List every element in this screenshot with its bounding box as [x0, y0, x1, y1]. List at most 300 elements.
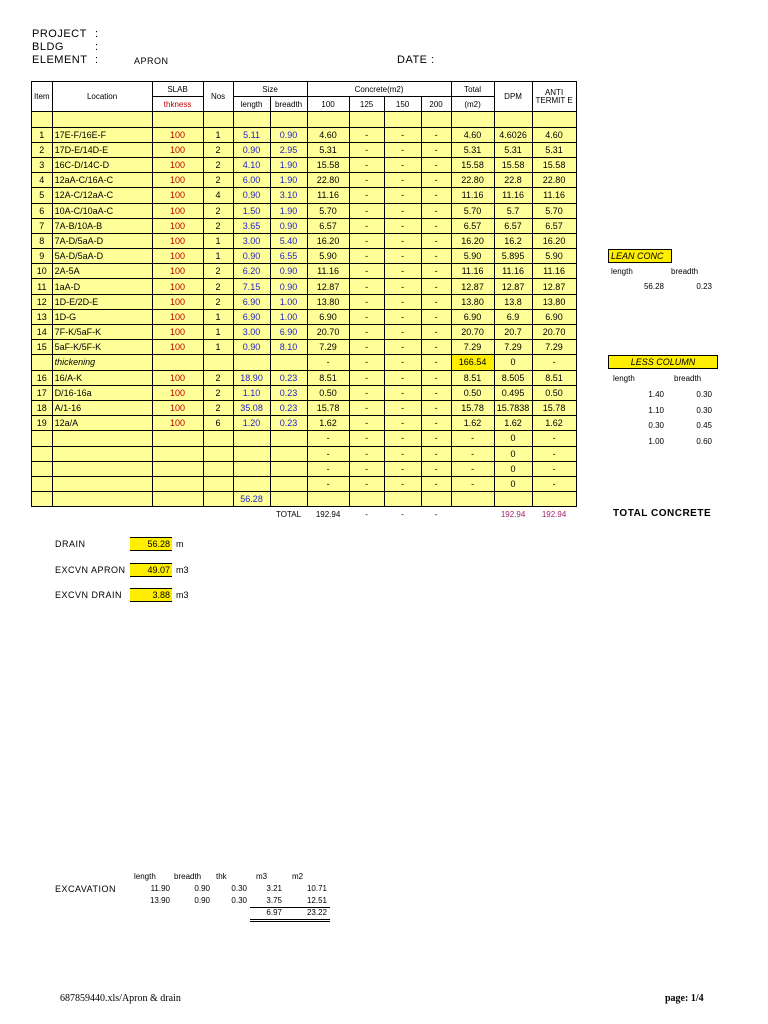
cell-c150: -	[384, 461, 421, 476]
cell-total: 16.20	[451, 233, 494, 248]
cell-breadth: 2.95	[270, 142, 307, 157]
cell-location	[52, 431, 152, 446]
cell-item: 13	[32, 309, 53, 324]
cell-c100: 11.16	[307, 188, 349, 203]
cell-total: 11.16	[451, 264, 494, 279]
cell-total: 11.16	[451, 188, 494, 203]
cell-dpm: 0	[494, 461, 532, 476]
cell-nos: 2	[203, 218, 233, 233]
cell-c125: -	[349, 431, 384, 446]
cell-anti: 6.90	[532, 309, 576, 324]
table-row	[32, 279, 577, 294]
excvn-apron-unit: m3	[176, 565, 189, 575]
cell-slab: 100	[152, 233, 203, 248]
cell-nos	[203, 431, 233, 446]
cell-length: 3.00	[233, 233, 270, 248]
cell-length: 0.90	[233, 142, 270, 157]
cell-total	[451, 492, 494, 507]
cell-dpm: 8.505	[494, 370, 532, 385]
cell-c200: -	[421, 188, 451, 203]
drain-label: DRAIN	[55, 539, 86, 549]
cell-slab: 100	[152, 294, 203, 309]
cell-c125: -	[349, 461, 384, 476]
cell-c125: -	[349, 218, 384, 233]
table-row	[32, 157, 577, 172]
excavation-cell: 0.30	[231, 896, 247, 905]
cell-length	[233, 431, 270, 446]
less-length-header: length	[613, 374, 635, 383]
cell-c150: -	[384, 127, 421, 142]
cell-c125: -	[349, 294, 384, 309]
date-label: DATE :	[397, 54, 435, 66]
cell-c200: -	[421, 340, 451, 355]
cell-slab: 100	[152, 370, 203, 385]
cell-c100: 5.31	[307, 142, 349, 157]
cell-c150: -	[384, 476, 421, 491]
cell-c100: 12.87	[307, 279, 349, 294]
concrete-table	[31, 81, 577, 521]
excavation-cell: 10.71	[306, 884, 327, 893]
cell-c150: -	[384, 233, 421, 248]
cell-c150: -	[384, 446, 421, 461]
totals-row	[32, 507, 577, 522]
cell-slab: 100	[152, 249, 203, 264]
cell-dpm: 1.62	[494, 416, 532, 431]
cell-slab	[152, 476, 203, 491]
cell-slab: 100	[152, 264, 203, 279]
element-value: APRON	[134, 56, 169, 66]
cell-nos: 1	[203, 233, 233, 248]
cell-nos: 2	[203, 294, 233, 309]
cell-c150: -	[384, 264, 421, 279]
cell-nos: 4	[203, 188, 233, 203]
cell-item: 10	[32, 264, 53, 279]
table-row	[32, 233, 577, 248]
header-length: length	[233, 97, 270, 112]
cell-location: 10A-C/10aA-C	[52, 203, 152, 218]
cell-dpm: 20.7	[494, 325, 532, 340]
cell-anti: 5.70	[532, 203, 576, 218]
cell-breadth	[270, 446, 307, 461]
cell-breadth: 8.10	[270, 340, 307, 355]
footer-filename: 687859440.xls/Apron & drain	[60, 993, 181, 1004]
table-row	[32, 416, 577, 431]
header-slab: SLAB	[152, 82, 203, 97]
cell-slab	[152, 431, 203, 446]
cell-c125: -	[349, 416, 384, 431]
cell-c125: -	[349, 385, 384, 400]
excavation-cell: 13.90	[149, 896, 170, 905]
cell-location: 16C-D/14C-D	[52, 157, 152, 172]
cell-c125: -	[349, 127, 384, 142]
totals-c150: -	[384, 507, 421, 522]
cell-nos	[203, 461, 233, 476]
cell-c150: -	[384, 218, 421, 233]
cell-c125: -	[349, 309, 384, 324]
lean-breadth-value: 0.23	[696, 282, 712, 291]
excvn-drain-unit: m3	[176, 590, 189, 600]
cell-anti: 11.16	[532, 264, 576, 279]
cell-item: 12	[32, 294, 53, 309]
cell-location	[52, 492, 152, 507]
cell-c200: -	[421, 249, 451, 264]
cell-breadth: 0.23	[270, 416, 307, 431]
cell-nos: 2	[203, 385, 233, 400]
cell-length: 0.90	[233, 249, 270, 264]
excavation-cell: 11.90	[150, 884, 170, 893]
cell-location: 7A-D/5aA-D	[52, 233, 152, 248]
cell-location: 1aA-D	[52, 279, 152, 294]
cell-c150: -	[384, 294, 421, 309]
table-row	[32, 264, 577, 279]
cell-nos: 1	[203, 340, 233, 355]
cell-c100: 11.16	[307, 264, 349, 279]
cell-breadth: 0.90	[270, 218, 307, 233]
cell-c100: -	[307, 476, 349, 491]
excavation-cell: 0.90	[194, 884, 210, 893]
cell-anti: 0.50	[532, 385, 576, 400]
totals-c100: 192.94	[307, 507, 349, 522]
cell-c200: -	[421, 233, 451, 248]
header-c150: 150	[384, 97, 421, 112]
lean-length-header: length	[611, 267, 633, 276]
totals-label: TOTAL	[270, 507, 307, 522]
cell-total: 15.58	[451, 157, 494, 172]
cell-location: 5aF-K/5F-K	[52, 340, 152, 355]
cell-location: 7A-B/10A-B	[52, 218, 152, 233]
cell-c100: 5.70	[307, 203, 349, 218]
exc-header-m3: m3	[256, 872, 268, 881]
cell-c150: -	[384, 188, 421, 203]
totals-anti: 192.94	[532, 507, 576, 522]
footer-page: page: 1/4	[665, 993, 704, 1004]
cell-anti: 20.70	[532, 325, 576, 340]
cell-slab: 100	[152, 157, 203, 172]
cell-c200: -	[421, 476, 451, 491]
cell-item: 3	[32, 157, 53, 172]
less-column-breadth: 0.30	[696, 405, 712, 415]
cell-slab: 100	[152, 279, 203, 294]
cell-total: 15.78	[451, 400, 494, 415]
cell-c200: -	[421, 127, 451, 142]
cell-dpm: 0.495	[494, 385, 532, 400]
cell-total: 6.57	[451, 218, 494, 233]
cell-item	[32, 461, 53, 476]
cell-total: 12.87	[451, 279, 494, 294]
cell-anti	[532, 492, 576, 507]
cell-breadth: 1.00	[270, 309, 307, 324]
cell-nos: 2	[203, 279, 233, 294]
cell-c125: -	[349, 446, 384, 461]
cell-nos	[203, 476, 233, 491]
cell-dpm: 12.87	[494, 279, 532, 294]
cell-nos: 2	[203, 157, 233, 172]
cell-c125: -	[349, 249, 384, 264]
cell-item: 14	[32, 325, 53, 340]
cell-c200: -	[421, 218, 451, 233]
cell-total: -	[451, 461, 494, 476]
cell-dpm: 22.8	[494, 173, 532, 188]
cell-length	[233, 476, 270, 491]
cell-length	[233, 461, 270, 476]
cell-slab: 100	[152, 416, 203, 431]
header-item: Item	[32, 82, 53, 112]
cell-total: 8.51	[451, 370, 494, 385]
cell-c100: 13.80	[307, 294, 349, 309]
cell-item: 19	[32, 416, 53, 431]
cell-anti: -	[532, 461, 576, 476]
cell-nos: 2	[203, 264, 233, 279]
cell-breadth: 0.90	[270, 279, 307, 294]
cell-length	[233, 355, 270, 370]
cell-total: -	[451, 446, 494, 461]
cell-total: 20.70	[451, 325, 494, 340]
excavation-label: EXCAVATION	[55, 884, 117, 894]
cell-dpm: 0	[494, 431, 532, 446]
cell-slab	[152, 492, 203, 507]
cell-breadth: 3.10	[270, 188, 307, 203]
table-row	[32, 370, 577, 385]
table-row	[32, 355, 577, 370]
cell-c150: -	[384, 325, 421, 340]
cell-total: 5.70	[451, 203, 494, 218]
cell-item: 11	[32, 279, 53, 294]
cell-nos: 2	[203, 203, 233, 218]
cell-c100: 4.60	[307, 127, 349, 142]
cell-c200: -	[421, 264, 451, 279]
cell-dpm	[494, 492, 532, 507]
table-row	[32, 325, 577, 340]
cell-item: 1	[32, 127, 53, 142]
table-row	[32, 173, 577, 188]
table-row	[32, 203, 577, 218]
cell-item: 4	[32, 173, 53, 188]
cell-c125: -	[349, 400, 384, 415]
less-column-label: LESS COLUMN	[608, 355, 718, 369]
cell-dpm: 16.2	[494, 233, 532, 248]
less-column-breadth: 0.30	[696, 390, 712, 399]
cell-length: 7.15	[233, 279, 270, 294]
cell-total: -	[451, 476, 494, 491]
cell-c200: -	[421, 370, 451, 385]
cell-location: 2A-5A	[52, 264, 152, 279]
cell-slab: 100	[152, 309, 203, 324]
table-row	[32, 218, 577, 233]
cell-dpm: 5.31	[494, 142, 532, 157]
cell-c150: -	[384, 279, 421, 294]
table-body	[32, 127, 577, 507]
cell-location	[52, 461, 152, 476]
cell-nos: 2	[203, 142, 233, 157]
cell-location: 16/A-K	[52, 370, 152, 385]
cell-c200: -	[421, 294, 451, 309]
cell-dpm: 7.29	[494, 340, 532, 355]
cell-c100: 8.51	[307, 370, 349, 385]
cell-anti: 1.62	[532, 416, 576, 431]
header-size: Size	[233, 82, 307, 97]
cell-dpm: 13.8	[494, 294, 532, 309]
cell-item: 15	[32, 340, 53, 355]
cell-length	[233, 446, 270, 461]
cell-breadth	[270, 355, 307, 370]
cell-item	[32, 446, 53, 461]
cell-anti: -	[532, 431, 576, 446]
cell-c100: -	[307, 355, 349, 370]
cell-anti: 22.80	[532, 173, 576, 188]
cell-c125: -	[349, 203, 384, 218]
cell-c200: -	[421, 355, 451, 370]
bldg-colon: :	[95, 41, 99, 53]
cell-item	[32, 476, 53, 491]
cell-anti: -	[532, 446, 576, 461]
cell-nos: 1	[203, 309, 233, 324]
lean-conc-label: LEAN CONC	[608, 249, 672, 263]
header-breadth: breadth	[270, 97, 307, 112]
table-row	[32, 492, 577, 507]
blank-row	[32, 112, 577, 127]
cell-c150: -	[384, 370, 421, 385]
cell-location	[52, 476, 152, 491]
cell-length: 4.10	[233, 157, 270, 172]
table-row	[32, 294, 577, 309]
cell-length: 3.00	[233, 325, 270, 340]
cell-breadth: 1.90	[270, 173, 307, 188]
cell-slab	[152, 461, 203, 476]
cell-anti: 5.31	[532, 142, 576, 157]
excvn-drain-label: EXCVN DRAIN	[55, 590, 123, 600]
cell-length: 1.50	[233, 203, 270, 218]
cell-c200: -	[421, 142, 451, 157]
less-column-length: 1.10	[648, 405, 664, 415]
cell-anti: 15.58	[532, 157, 576, 172]
cell-slab: 100	[152, 325, 203, 340]
cell-c200: -	[421, 203, 451, 218]
cell-nos: 1	[203, 127, 233, 142]
cell-c150: -	[384, 203, 421, 218]
exc-header-thk: thk	[216, 872, 227, 881]
lean-length-value: 56.28	[643, 282, 664, 291]
cell-breadth: 0.90	[270, 264, 307, 279]
table-row	[32, 127, 577, 142]
cell-dpm: 15.58	[494, 157, 532, 172]
less-column-length: 0.30	[648, 421, 664, 430]
exc-total-m3: 6.97	[266, 908, 282, 917]
excavation-cell: 0.30	[231, 884, 247, 893]
cell-location: 17E-F/16E-F	[52, 127, 152, 142]
cell-location: A/1-16	[52, 400, 152, 415]
cell-total: 7.29	[451, 340, 494, 355]
cell-c100: 20.70	[307, 325, 349, 340]
cell-slab: 100	[152, 218, 203, 233]
cell-c125: -	[349, 188, 384, 203]
cell-item: 7	[32, 218, 53, 233]
cell-total: 1.62	[451, 416, 494, 431]
cell-location: 7F-K/5aF-K	[52, 325, 152, 340]
cell-c100	[307, 492, 349, 507]
cell-total: 166.54	[451, 355, 494, 370]
less-column-breadth: 0.60	[696, 436, 712, 446]
exc-header-m2: m2	[292, 872, 304, 881]
cell-anti: -	[532, 355, 576, 370]
header-slab-sub: thkness	[152, 97, 203, 112]
cell-c150: -	[384, 157, 421, 172]
totals-c200: -	[421, 507, 451, 522]
cell-nos	[203, 446, 233, 461]
header-nos: Nos	[203, 82, 233, 112]
cell-length: 56.28	[233, 492, 270, 507]
cell-anti: 11.16	[532, 188, 576, 203]
exc-total-m2: 23.22	[306, 908, 327, 917]
cell-c100: 7.29	[307, 340, 349, 355]
lean-breadth-header: breadth	[671, 267, 699, 276]
cell-breadth: 0.23	[270, 385, 307, 400]
cell-anti: 12.87	[532, 279, 576, 294]
cell-dpm: 0	[494, 446, 532, 461]
cell-total: 0.50	[451, 385, 494, 400]
cell-c100: 5.90	[307, 249, 349, 264]
cell-length: 0.90	[233, 340, 270, 355]
cell-dpm: 0	[494, 355, 532, 370]
cell-c125: -	[349, 340, 384, 355]
cell-c150: -	[384, 173, 421, 188]
cell-anti: 4.60	[532, 127, 576, 142]
cell-breadth	[270, 492, 307, 507]
cell-dpm: 11.16	[494, 188, 532, 203]
cell-breadth: 6.55	[270, 249, 307, 264]
cell-anti: 6.57	[532, 218, 576, 233]
table-row	[32, 431, 577, 446]
cell-c150: -	[384, 431, 421, 446]
table-row	[32, 249, 577, 264]
cell-location: 12a/A	[52, 416, 152, 431]
cell-slab: 100	[152, 127, 203, 142]
cell-c200: -	[421, 157, 451, 172]
header-c200: 200	[421, 97, 451, 112]
cell-slab	[152, 446, 203, 461]
cell-anti: 16.20	[532, 233, 576, 248]
cell-total: 5.90	[451, 249, 494, 264]
cell-breadth: 0.23	[270, 370, 307, 385]
cell-c125: -	[349, 173, 384, 188]
cell-length: 6.90	[233, 294, 270, 309]
cell-c150: -	[384, 400, 421, 415]
cell-anti: -	[532, 476, 576, 491]
less-column-length: 1.40	[648, 390, 664, 399]
header-total: Total	[451, 82, 494, 97]
exc-header-length: length	[134, 872, 156, 881]
cell-c100: 6.57	[307, 218, 349, 233]
cell-dpm: 11.16	[494, 264, 532, 279]
cell-c125: -	[349, 355, 384, 370]
cell-length: 3.65	[233, 218, 270, 233]
header-dpm: DPM	[494, 82, 532, 112]
cell-c200: -	[421, 416, 451, 431]
header-anti-termite: ANTI TERMIT E	[532, 82, 576, 112]
cell-length: 6.20	[233, 264, 270, 279]
cell-slab: 100	[152, 340, 203, 355]
cell-dpm: 4.6026	[494, 127, 532, 142]
cell-anti: 8.51	[532, 370, 576, 385]
cell-c200: -	[421, 309, 451, 324]
table-row	[32, 188, 577, 203]
cell-dpm: 0	[494, 476, 532, 491]
cell-breadth: 6.90	[270, 325, 307, 340]
cell-c100: 22.80	[307, 173, 349, 188]
cell-nos	[203, 492, 233, 507]
cell-location: D/16-16a	[52, 385, 152, 400]
element-label: ELEMENT	[32, 54, 88, 66]
cell-slab: 100	[152, 142, 203, 157]
